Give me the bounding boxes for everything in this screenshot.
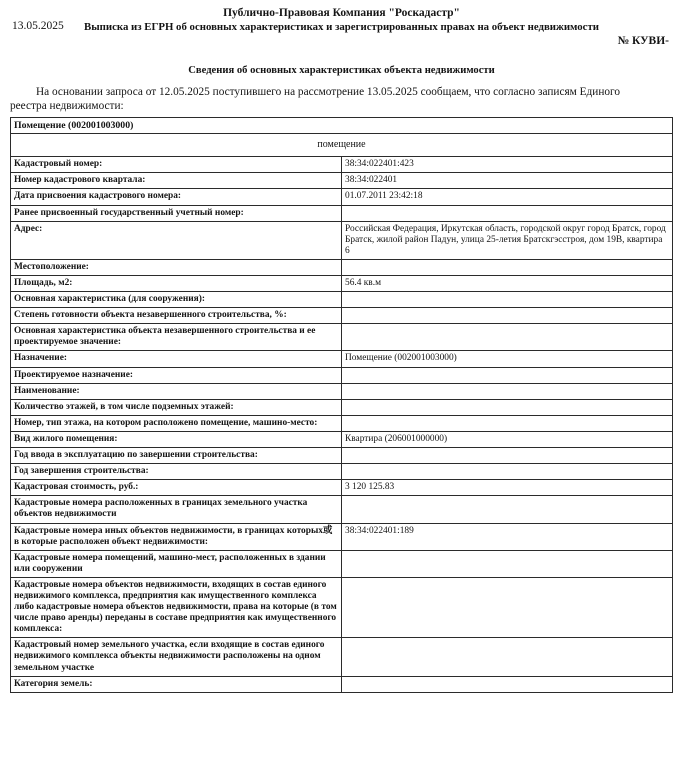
row-value: 01.07.2011 23:42:18	[342, 189, 673, 205]
row-value	[342, 464, 673, 480]
table-row	[11, 189, 673, 205]
document-header	[10, 6, 673, 52]
header-title: Выписка из ЕГРН об основных характеристиках и зарегистрированных правах на объект недвижимости	[84, 21, 599, 34]
table-row	[11, 205, 673, 221]
row-value	[342, 577, 673, 637]
table-row	[11, 523, 673, 550]
row-label: Кадастровый номер земельного участка, если входящие в состав единого недвижимого комплекса объекты недвижимости расположены на одном земельном участке	[11, 638, 342, 676]
header-org: Публично-Правовая Компания "Роскадастр"	[223, 7, 460, 19]
table-row	[11, 221, 673, 259]
row-value	[342, 367, 673, 383]
row-label: Ранее присвоенный государственный учетный номер:	[11, 205, 342, 221]
row-value	[342, 496, 673, 523]
row-label: Категория земель:	[11, 676, 342, 692]
table-row	[11, 308, 673, 324]
row-label: Основная характеристика объекта незавершенного строительства и ее проектируемое значение:	[11, 324, 342, 351]
table-row	[11, 351, 673, 367]
table-row	[11, 399, 673, 415]
row-label: Год завершения строительства:	[11, 464, 342, 480]
row-label: Кадастровые номера расположенных в границах земельного участка объектов недвижимости	[11, 496, 342, 523]
row-label: Кадастровая стоимость, руб.:	[11, 480, 342, 496]
row-value	[342, 638, 673, 676]
table-row-object	[11, 117, 673, 134]
table-row	[11, 496, 673, 523]
row-value	[342, 415, 673, 431]
row-label: Кадастровые номера иных объектов недвижимости, в границах которых或 в которые расположен объект недвижимости:	[11, 523, 342, 550]
row-label: Степень готовности объекта незавершенного строительства, %:	[11, 308, 342, 324]
row-value	[342, 383, 673, 399]
row-label: Номер, тип этажа, на котором расположено помещение, машино-место:	[11, 415, 342, 431]
section-title: Сведения об основных характеристиках объекта недвижимости	[188, 65, 495, 76]
row-value: 3 120 125.83	[342, 480, 673, 496]
row-value	[342, 259, 673, 275]
table-row	[11, 638, 673, 676]
row-value	[342, 205, 673, 221]
row-label: Наименование:	[11, 383, 342, 399]
row-value	[342, 550, 673, 577]
row-label: Количество этажей, в том числе подземных этажей:	[11, 399, 342, 415]
table-row	[11, 577, 673, 637]
table-row	[11, 415, 673, 431]
row-label: Основная характеристика (для сооружения):	[11, 292, 342, 308]
row-label: Год ввода в эксплуатацию по завершении строительства:	[11, 448, 342, 464]
row-label: Назначение:	[11, 351, 342, 367]
intro-text: На основании запроса от 12.05.2025 поступившего на рассмотрение 13.05.2025 сообщаем, что согласно записям Единого	[36, 86, 621, 98]
row-value: Квартира (206001000000)	[342, 431, 673, 447]
table-row	[11, 324, 673, 351]
table-row	[11, 464, 673, 480]
row-label: Адрес:	[11, 221, 342, 259]
row-value	[342, 448, 673, 464]
table-row	[11, 383, 673, 399]
table-row	[11, 676, 673, 692]
table-row	[11, 292, 673, 308]
row-label: Кадастровые номера объектов недвижимости, входящих в состав единого недвижимого комплекса, предприятия как имущественного комплекса либо кадастровые номера объектов недвижимости, права на которые (в том числе право аренды) переданы в составе предприятия как имущественного комплекса:	[11, 577, 342, 637]
row-value: 38:34:022401	[342, 173, 673, 189]
table-row	[11, 276, 673, 292]
row-label: Кадастровые номера помещений, машино-мест, расположенных в здании или сооружении	[11, 550, 342, 577]
row-label: Проектируемое назначение:	[11, 367, 342, 383]
subhead-cell: помещение	[11, 134, 673, 157]
row-label: Вид жилого помещения:	[11, 431, 342, 447]
row-label: Дата присвоения кадастрового номера:	[11, 189, 342, 205]
row-value	[342, 308, 673, 324]
row-value: 38:34:022401:423	[342, 157, 673, 173]
table-row	[11, 550, 673, 577]
table-row	[11, 157, 673, 173]
row-label: Площадь, м2:	[11, 276, 342, 292]
row-value	[342, 676, 673, 692]
intro-paragraph	[10, 85, 673, 114]
row-label: Номер кадастрового квартала:	[11, 173, 342, 189]
row-value	[342, 292, 673, 308]
object-name-cell: Помещение (002001003000)	[11, 117, 673, 134]
table-row	[11, 259, 673, 275]
table-row	[11, 448, 673, 464]
table-row	[11, 480, 673, 496]
row-value: Помещение (002001003000)	[342, 351, 673, 367]
table-row	[11, 367, 673, 383]
intro-tail: реестра недвижимости:	[10, 100, 124, 113]
row-value: Российская Федерация, Иркутская область, городской округ город Братск, город Братск, жилой район Падун, улица 25-летия Братскгэсстроя, дом 19В, квартира 6	[342, 221, 673, 259]
row-value: 38:34:022401:189	[342, 523, 673, 550]
row-label: Кадастровый номер:	[11, 157, 342, 173]
table-row	[11, 173, 673, 189]
characteristics-table	[10, 117, 673, 693]
row-value	[342, 324, 673, 351]
table-row-subhead	[11, 134, 673, 157]
row-value	[342, 399, 673, 415]
table-row	[11, 431, 673, 447]
row-value: 56.4 кв.м	[342, 276, 673, 292]
row-label: Местоположение:	[11, 259, 342, 275]
table-body	[11, 117, 673, 692]
header-number: № КУВИ-	[617, 35, 669, 48]
header-date: 13.05.2025	[12, 20, 64, 32]
